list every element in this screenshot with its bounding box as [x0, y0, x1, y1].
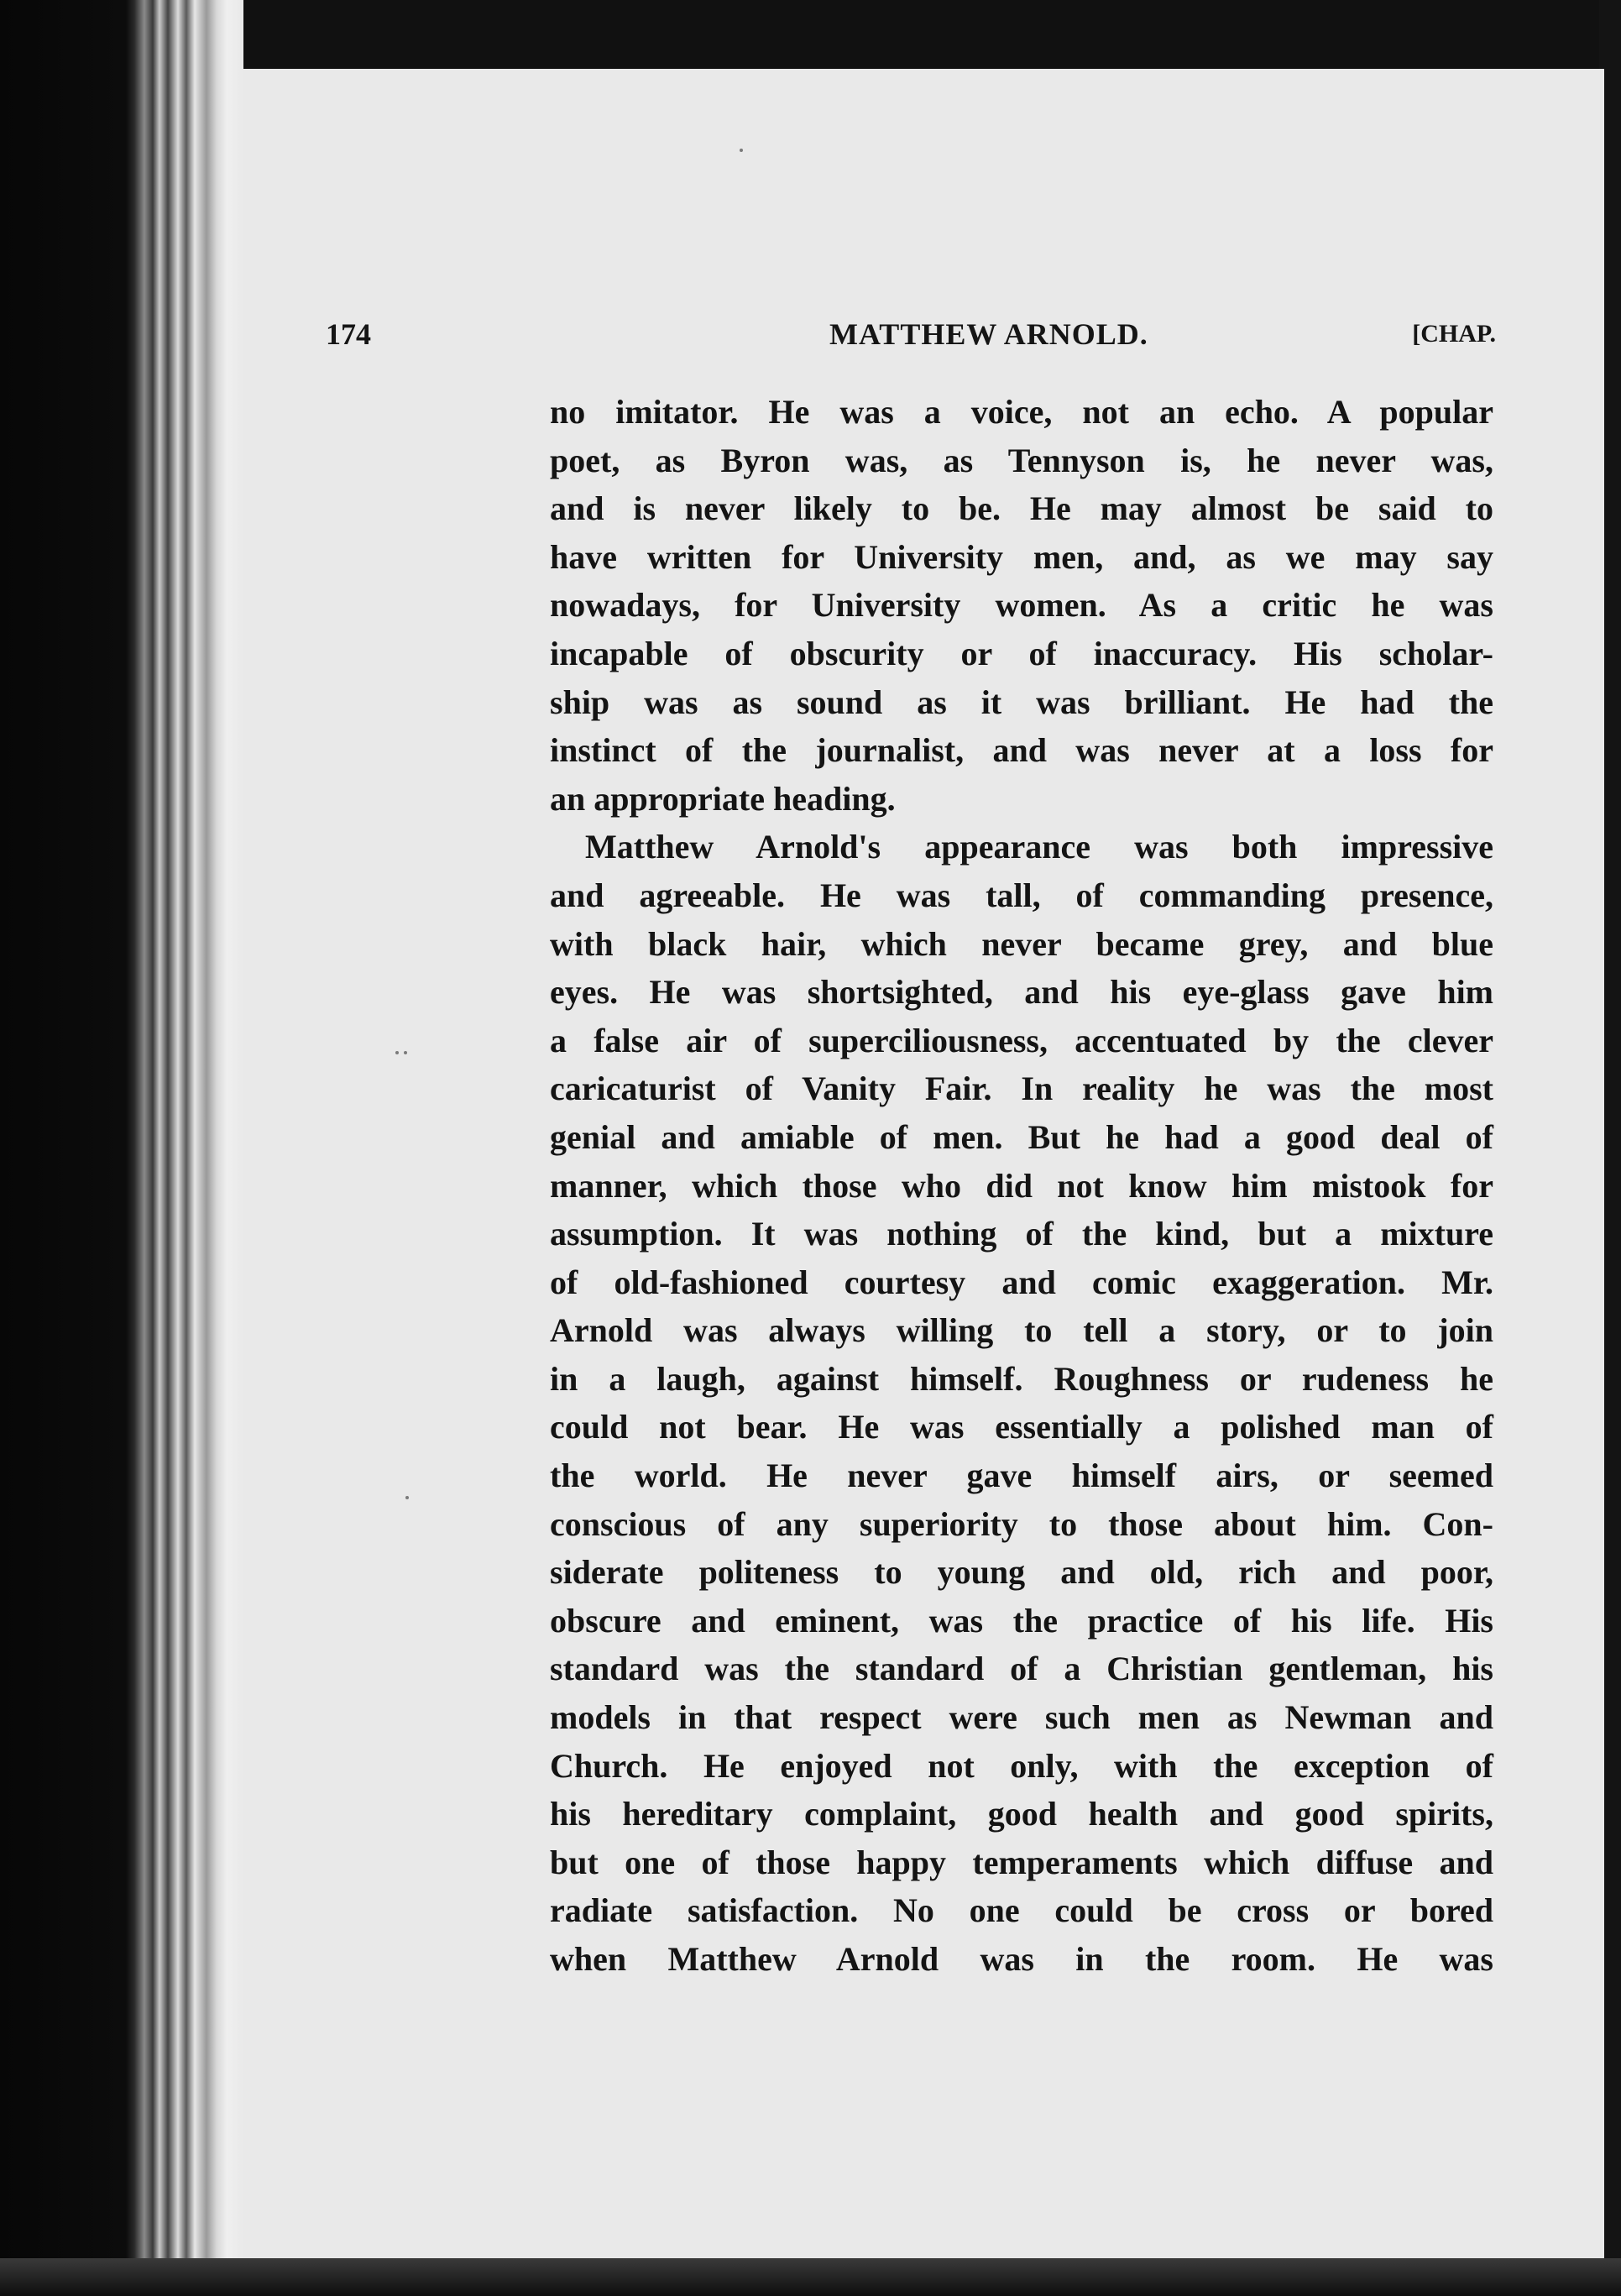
text-line: caricaturist of Vanity Fair. In reality he was the most: [550, 1070, 1493, 1108]
page-speck: [405, 1496, 409, 1499]
text-line: instinct of the journalist, and was never at a loss for: [550, 731, 1493, 770]
text-line: obscure and eminent, was the practice of his life. His: [550, 1601, 1493, 1640]
text-line: and is never likely to be. He may almost be said to: [550, 489, 1493, 528]
text-line: a false air of superciliousness, accentuated by the clever: [550, 1021, 1493, 1059]
running-title: MATTHEW ARNOLD.: [829, 317, 1148, 351]
text-line: genial and amiable of men. But he had a good deal of: [550, 1117, 1493, 1156]
text-line: models in that respect were such men as Newman and: [550, 1698, 1493, 1737]
scan-frame-bottom: [0, 2258, 1621, 2296]
text-line: manner, which those who did not know him mistook for: [550, 1166, 1493, 1205]
text-line: but one of those happy temperaments which diffuse and: [550, 1843, 1493, 1881]
text-line: ship was as sound as it was brilliant. He had the: [550, 683, 1493, 721]
text-line: have written for University men, and, as we may say: [550, 537, 1493, 576]
page-speck: [740, 149, 743, 152]
page-speck: [395, 1051, 399, 1054]
text-line: radiate satisfaction. No one could be cross or bored: [550, 1891, 1493, 1930]
text-line: no imitator. He was a voice, not an echo. A popular: [550, 393, 1493, 431]
text-line: when Matthew Arnold was in the room. He was: [550, 1940, 1493, 1978]
page-speck: [404, 1051, 407, 1054]
text-line: nowadays, for University women. As a critic he was: [550, 586, 1493, 625]
text-line: assumption. It was nothing of the kind, but a mixture: [550, 1215, 1493, 1253]
text-line: the world. He never gave himself airs, or seemed: [550, 1457, 1493, 1495]
text-line: poet, as Byron was, as Tennyson is, he never was,: [550, 441, 1493, 479]
text-line: his hereditary complaint, good health and good spirits,: [550, 1795, 1493, 1833]
text-line: Arnold was always willing to tell a story, or to join: [550, 1311, 1493, 1350]
text-line: incapable of obscurity or of inaccuracy. His scholar-: [550, 634, 1493, 672]
text-line: an appropriate heading.: [550, 779, 896, 818]
text-line: Matthew Arnold's appearance was both impressive: [585, 828, 1493, 866]
text-line: Church. He enjoyed not only, with the exception of: [550, 1746, 1493, 1785]
text-line: with black hair, which never became grey, and blue: [550, 924, 1493, 963]
paragraph: [550, 388, 1493, 823]
chapter-mark: [CHAP.: [1412, 320, 1496, 348]
text-line: eyes. He was shortsighted, and his eye-glass gave him: [550, 973, 1493, 1012]
book-binding: [0, 0, 243, 2296]
page-body: [550, 388, 1493, 1984]
text-line: siderate politeness to young and old, rich and poor,: [550, 1553, 1493, 1592]
paragraph: [550, 823, 1493, 1983]
text-line: in a laugh, against himself. Roughness or rudeness he: [550, 1359, 1493, 1398]
page-number: 174: [326, 317, 371, 351]
text-line: and agreeable. He was tall, of commanding presence,: [550, 876, 1493, 914]
text-line: of old-fashioned courtesy and comic exaggeration. Mr.: [550, 1263, 1493, 1301]
page-header: [326, 311, 1496, 361]
text-line: conscious of any superiority to those about him. Con-: [550, 1504, 1493, 1543]
text-line: standard was the standard of a Christian gentleman, his: [550, 1650, 1493, 1688]
text-line: could not bear. He was essentially a polished man of: [550, 1408, 1493, 1446]
